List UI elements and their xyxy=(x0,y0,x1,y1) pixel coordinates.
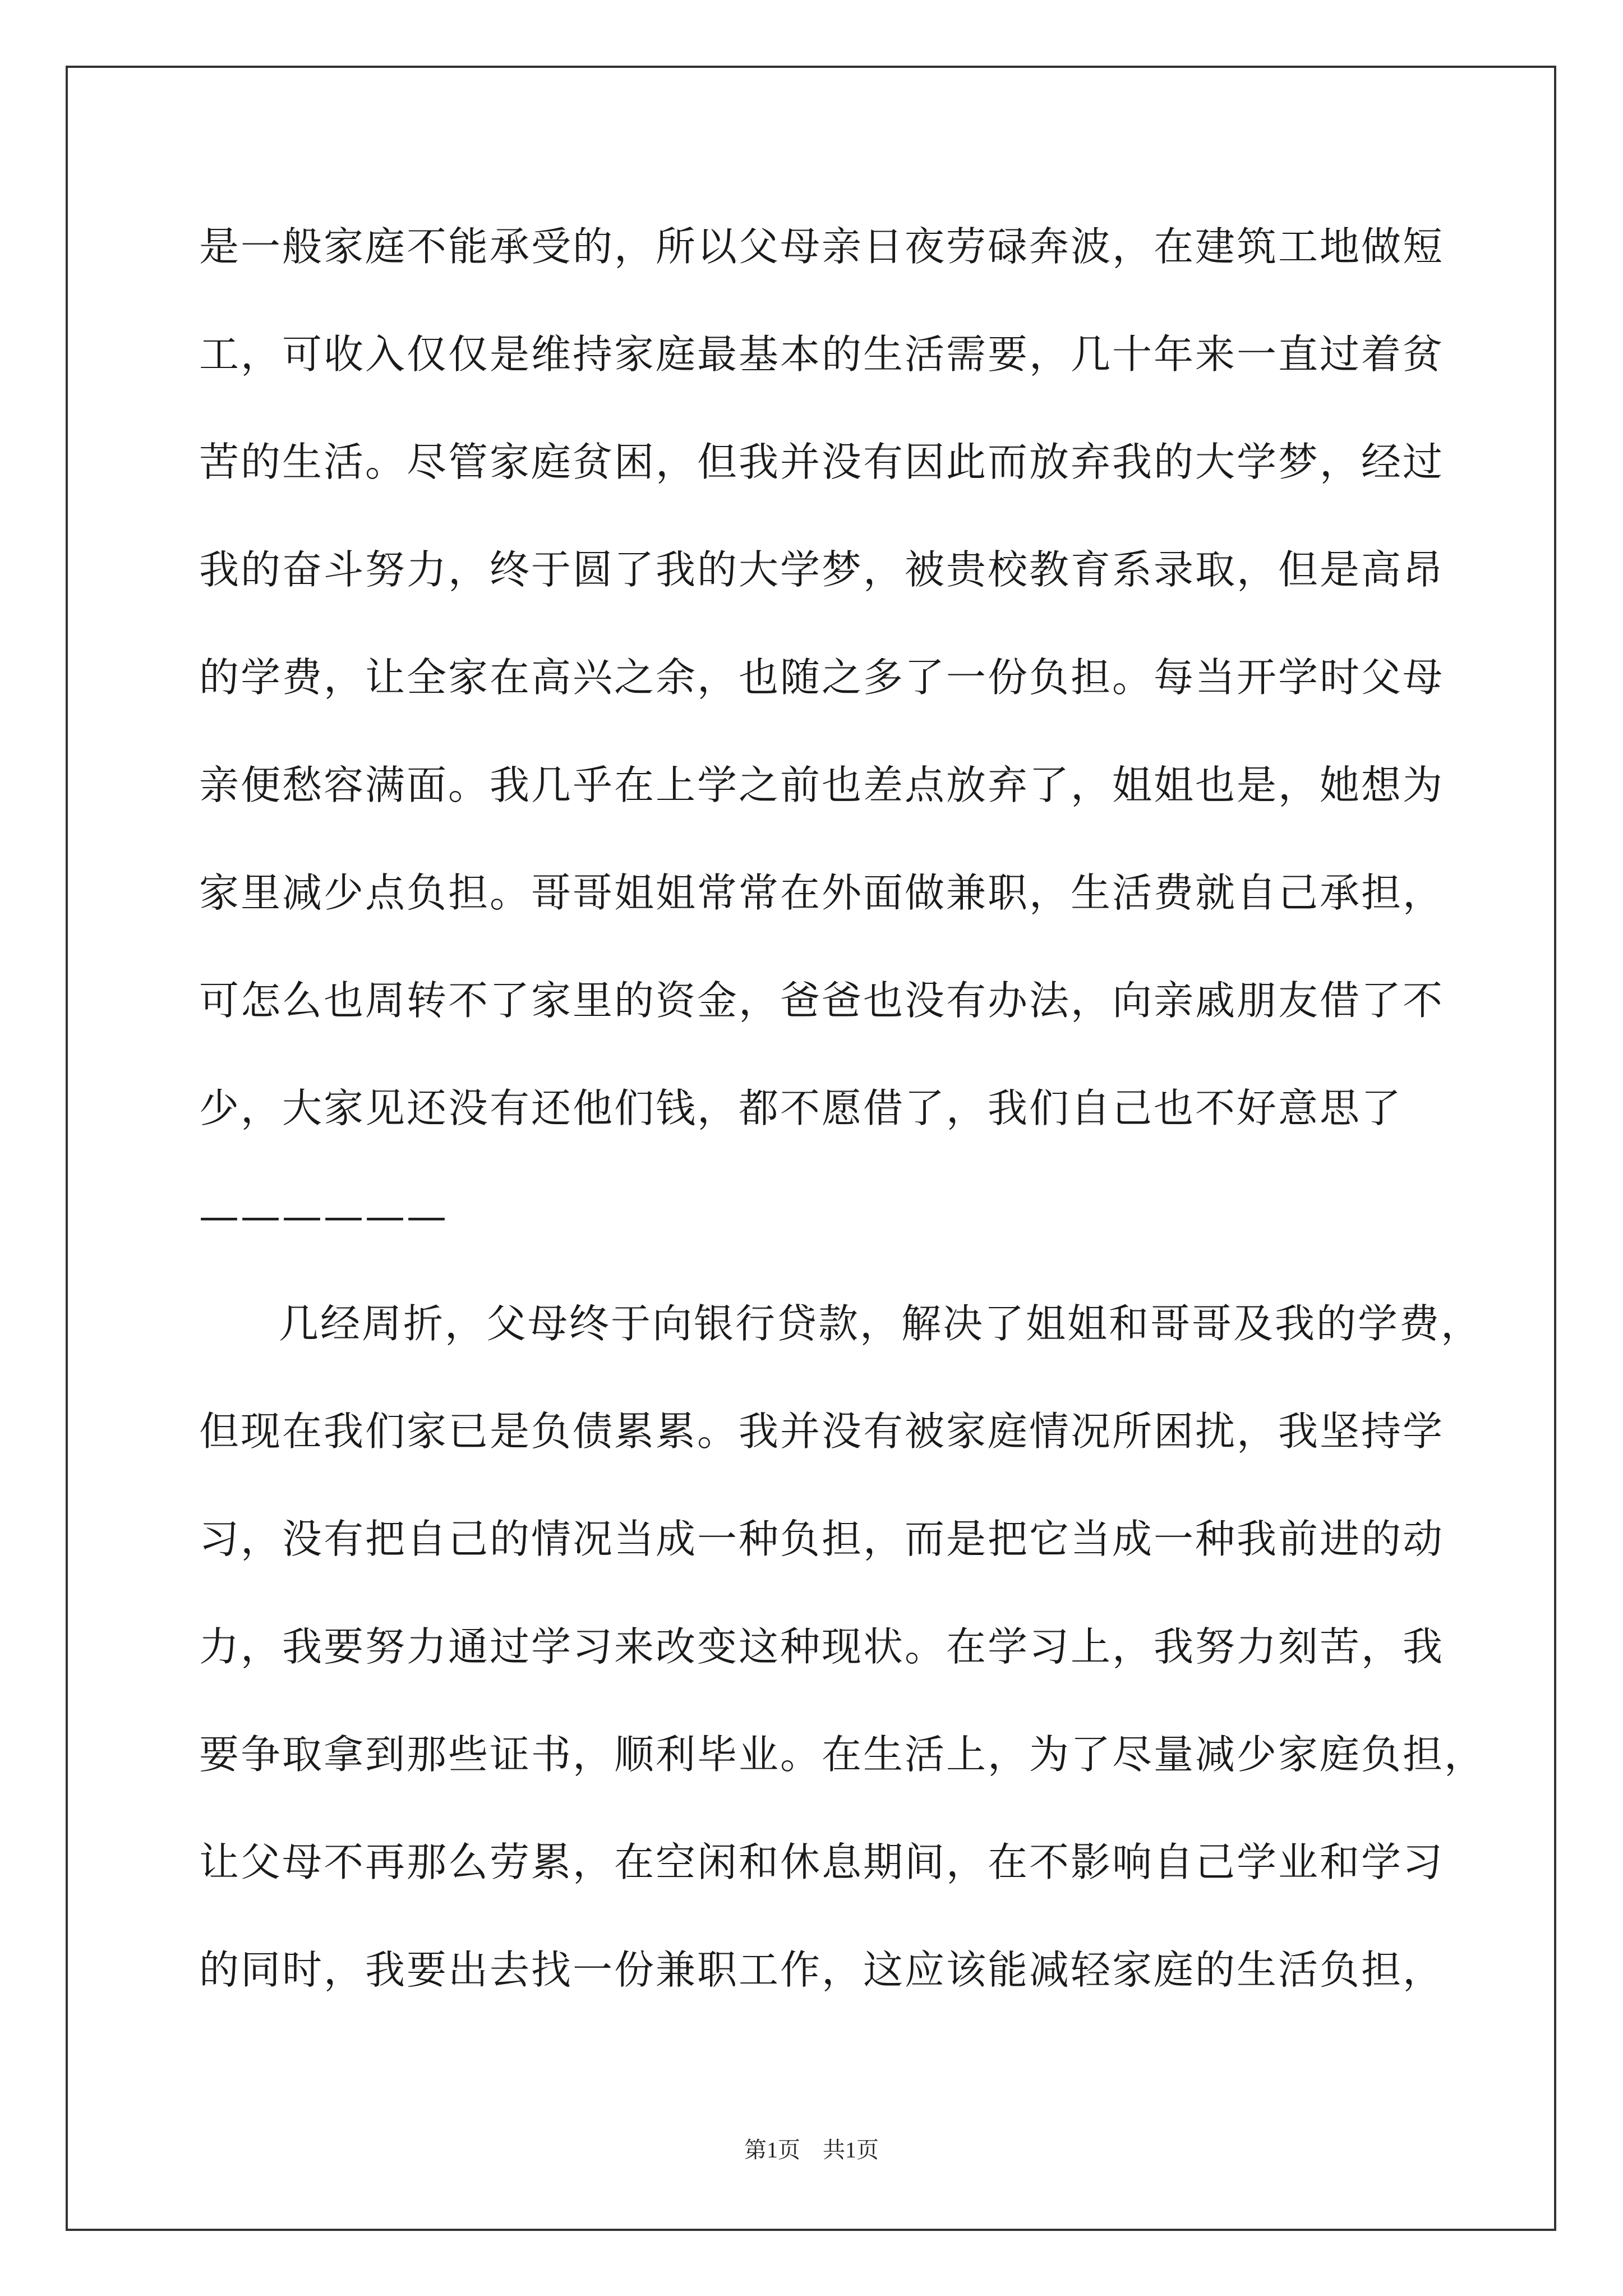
text-line: 力，我要努力通过学习来改变这种现状。在学习上，我努力刻苦，我 xyxy=(199,1623,1445,1670)
text-line: 我的奋斗努力，终于圆了我的大学梦，被贵校教育系录取，但是高昂 xyxy=(199,546,1445,593)
text-line: 几经周折，父母终于向银行贷款，解决了姐姐和哥哥及我的学费， xyxy=(279,1300,1483,1347)
text-line: 家里减少点负担。哥哥姐姐常常在外面做兼职，生活费就自己承担， xyxy=(199,869,1445,916)
text-line: 的同时，我要出去找一份兼职工作，这应该能减轻家庭的生活负担， xyxy=(199,1947,1445,1993)
text-line: 少，大家见还没有还他们钱，都不愿借了，我们自己也不好意思了 xyxy=(199,1085,1403,1131)
text-line: —————— xyxy=(199,1193,448,1239)
paragraph xyxy=(199,216,1445,1293)
document-body xyxy=(199,216,1486,2047)
text-line: 是一般家庭不能承受的，所以父母亲日夜劳碌奔波，在建筑工地做短 xyxy=(199,223,1445,270)
paragraph xyxy=(199,1293,1486,2047)
text-line: 要争取拿到那些证书，顺利毕业。在生活上，为了尽量减少家庭负担， xyxy=(199,1731,1486,1778)
text-line: 的学费，让全家在高兴之余，也随之多了一份负担。每当开学时父母 xyxy=(199,654,1445,701)
text-line: 让父母不再那么劳累，在空闲和休息期间，在不影响自己学业和学习 xyxy=(199,1839,1445,1885)
text-line: 工，可收入仅仅是维持家庭最基本的生活需要，几十年来一直过着贫 xyxy=(199,331,1445,378)
text-line: 习，没有把自己的情况当成一种负担，而是把它当成一种我前进的动 xyxy=(199,1516,1445,1562)
text-line: 苦的生活。尽管家庭贫困，但我并没有因此而放弃我的大学梦，经过 xyxy=(199,439,1445,485)
text-line: 可怎么也周转不了家里的资金，爸爸也没有办法，向亲戚朋友借了不 xyxy=(199,977,1445,1024)
text-line: 亲便愁容满面。我几乎在上学之前也差点放弃了，姐姐也是，她想为 xyxy=(199,762,1445,808)
page-number-footer: 第1页 共1页 xyxy=(744,2137,879,2162)
text-line: 但现在我们家已是负债累累。我并没有被家庭情况所困扰，我坚持学 xyxy=(199,1408,1445,1455)
